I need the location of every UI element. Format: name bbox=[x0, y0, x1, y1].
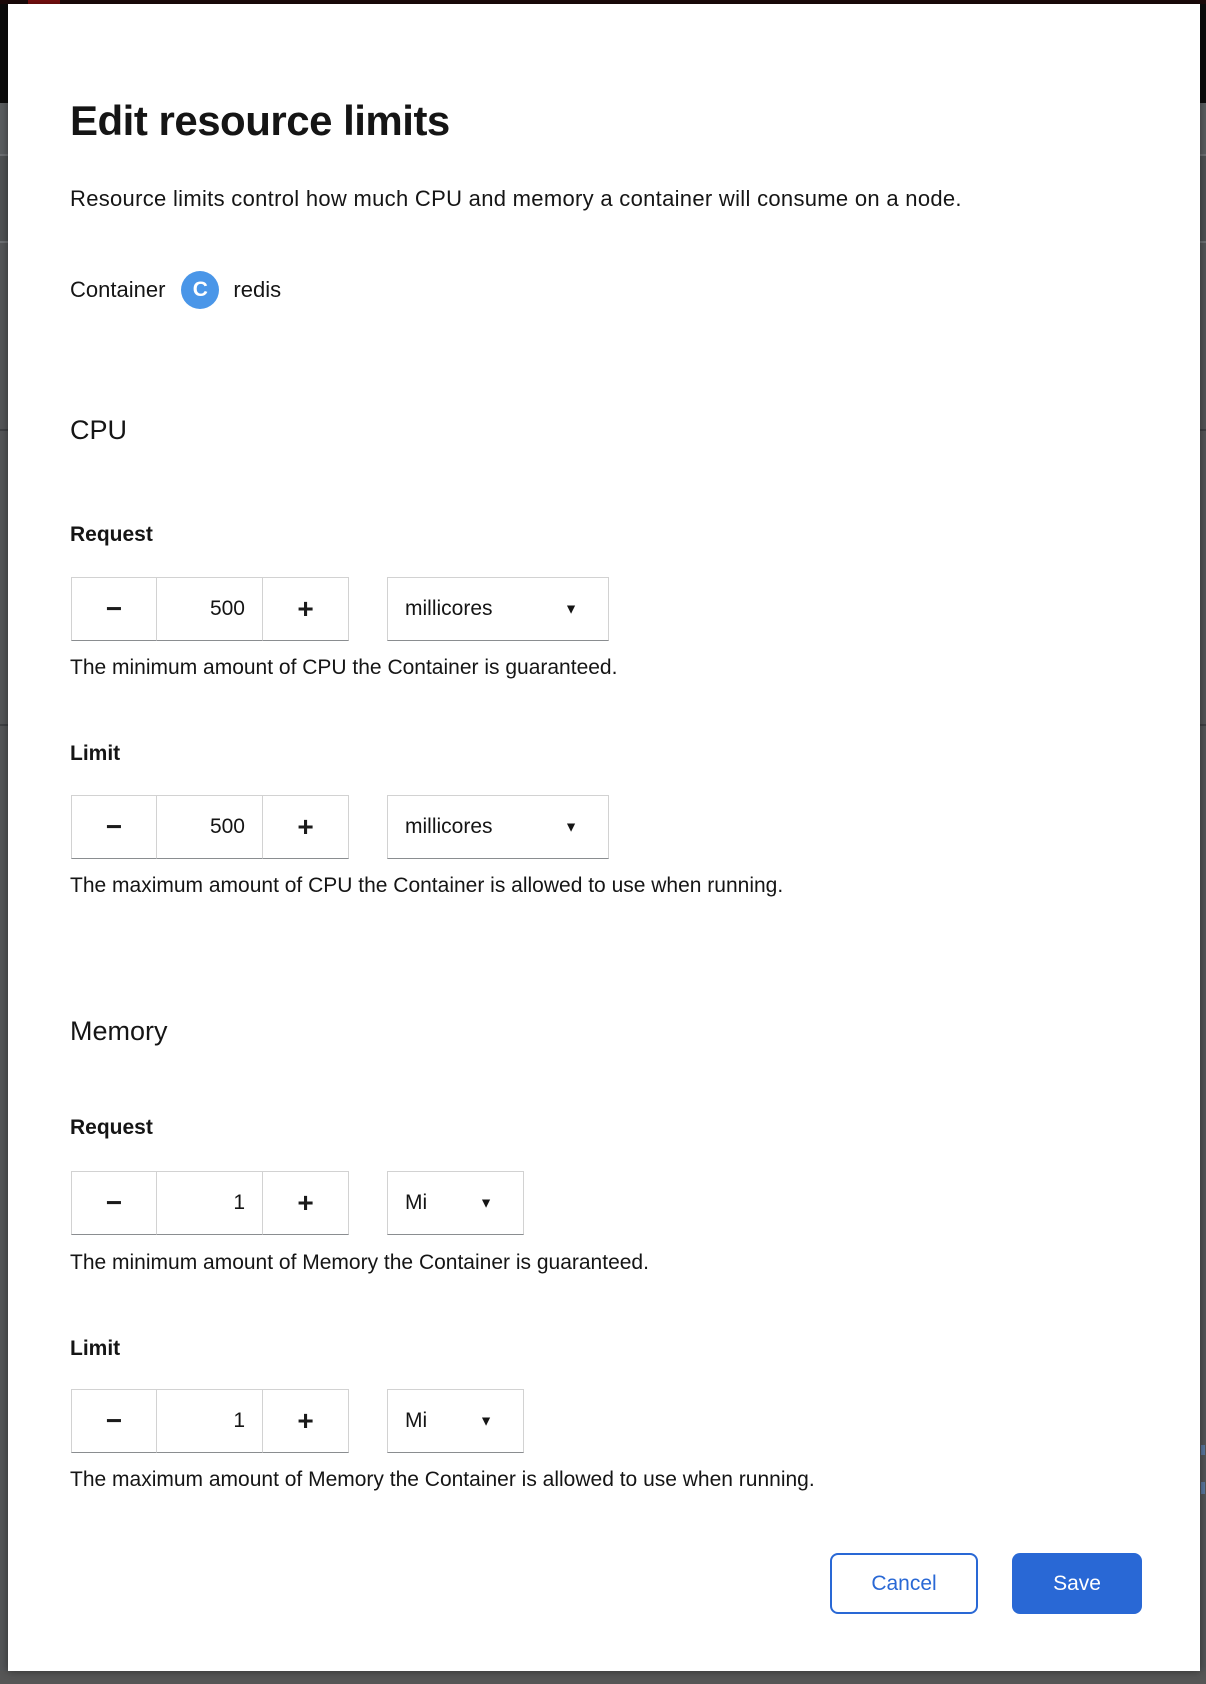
chevron-down-icon: ▼ bbox=[479, 1194, 493, 1211]
cpu-limit-help-text: The maximum amount of CPU the Container is allowed to use when running. bbox=[70, 874, 784, 897]
cpu-request-unit-select[interactable] bbox=[387, 577, 609, 641]
memory-limit-minus-button[interactable]: − bbox=[71, 1389, 157, 1453]
field-label-cpu-limit: Limit bbox=[70, 742, 121, 765]
backdrop-bottom-strip bbox=[0, 1671, 1206, 1684]
cpu-limit-value-input[interactable] bbox=[156, 795, 263, 859]
chevron-down-icon: ▼ bbox=[479, 1412, 493, 1429]
container-row bbox=[70, 270, 281, 310]
backdrop-text-fragment bbox=[1201, 1482, 1205, 1494]
section-heading-memory: Memory bbox=[70, 1016, 168, 1047]
cpu-request-minus-button[interactable]: − bbox=[71, 577, 157, 641]
memory-limit-plus-button[interactable]: + bbox=[262, 1389, 349, 1453]
container-badge-icon: C bbox=[181, 271, 219, 309]
memory-request-unit-select[interactable] bbox=[387, 1171, 524, 1235]
memory-request-minus-button[interactable]: − bbox=[71, 1171, 157, 1235]
cpu-request-plus-button[interactable]: + bbox=[262, 577, 349, 641]
container-name: redis bbox=[233, 277, 282, 302]
chevron-down-icon: ▼ bbox=[564, 600, 578, 617]
memory-request-help-text: The minimum amount of Memory the Container is guaranteed. bbox=[70, 1251, 649, 1274]
field-label-memory-limit: Limit bbox=[70, 1337, 121, 1360]
chevron-down-icon: ▼ bbox=[564, 818, 578, 835]
backdrop-left-strip bbox=[0, 0, 8, 1684]
cpu-limit-unit-select[interactable] bbox=[387, 795, 609, 859]
cpu-request-unit-value: millicores bbox=[405, 597, 493, 620]
cpu-limit-minus-button[interactable]: − bbox=[71, 795, 157, 859]
container-label: Container bbox=[70, 277, 166, 302]
memory-limit-unit-value: Mi bbox=[405, 1409, 428, 1432]
memory-limit-unit-select[interactable] bbox=[387, 1389, 524, 1453]
backdrop-text-fragment bbox=[1201, 1445, 1205, 1455]
cancel-button[interactable]: Cancel bbox=[830, 1553, 978, 1614]
backdrop-right-strip bbox=[1200, 0, 1206, 1684]
memory-limit-help-text: The maximum amount of Memory the Container is allowed to use when running. bbox=[70, 1468, 815, 1491]
save-button[interactable]: Save bbox=[1012, 1553, 1142, 1614]
cpu-limit-unit-value: millicores bbox=[405, 815, 493, 838]
modal-description: Resource limits control how much CPU and memory a container will consume on a node. bbox=[70, 186, 962, 211]
modal-title: Edit resource limits bbox=[70, 97, 450, 145]
field-label-memory-request: Request bbox=[70, 1116, 153, 1139]
section-heading-cpu: CPU bbox=[70, 415, 128, 446]
cpu-limit-plus-button[interactable]: + bbox=[262, 795, 349, 859]
memory-limit-value-input[interactable] bbox=[156, 1389, 263, 1453]
memory-request-value-input[interactable] bbox=[156, 1171, 263, 1235]
memory-request-unit-value: Mi bbox=[405, 1191, 428, 1214]
memory-request-plus-button[interactable]: + bbox=[262, 1171, 349, 1235]
cpu-request-value-input[interactable] bbox=[156, 577, 263, 641]
field-label-cpu-request: Request bbox=[70, 523, 153, 546]
cpu-request-help-text: The minimum amount of CPU the Container is guaranteed. bbox=[70, 656, 618, 679]
edit-resource-limits-modal bbox=[8, 4, 1200, 1671]
